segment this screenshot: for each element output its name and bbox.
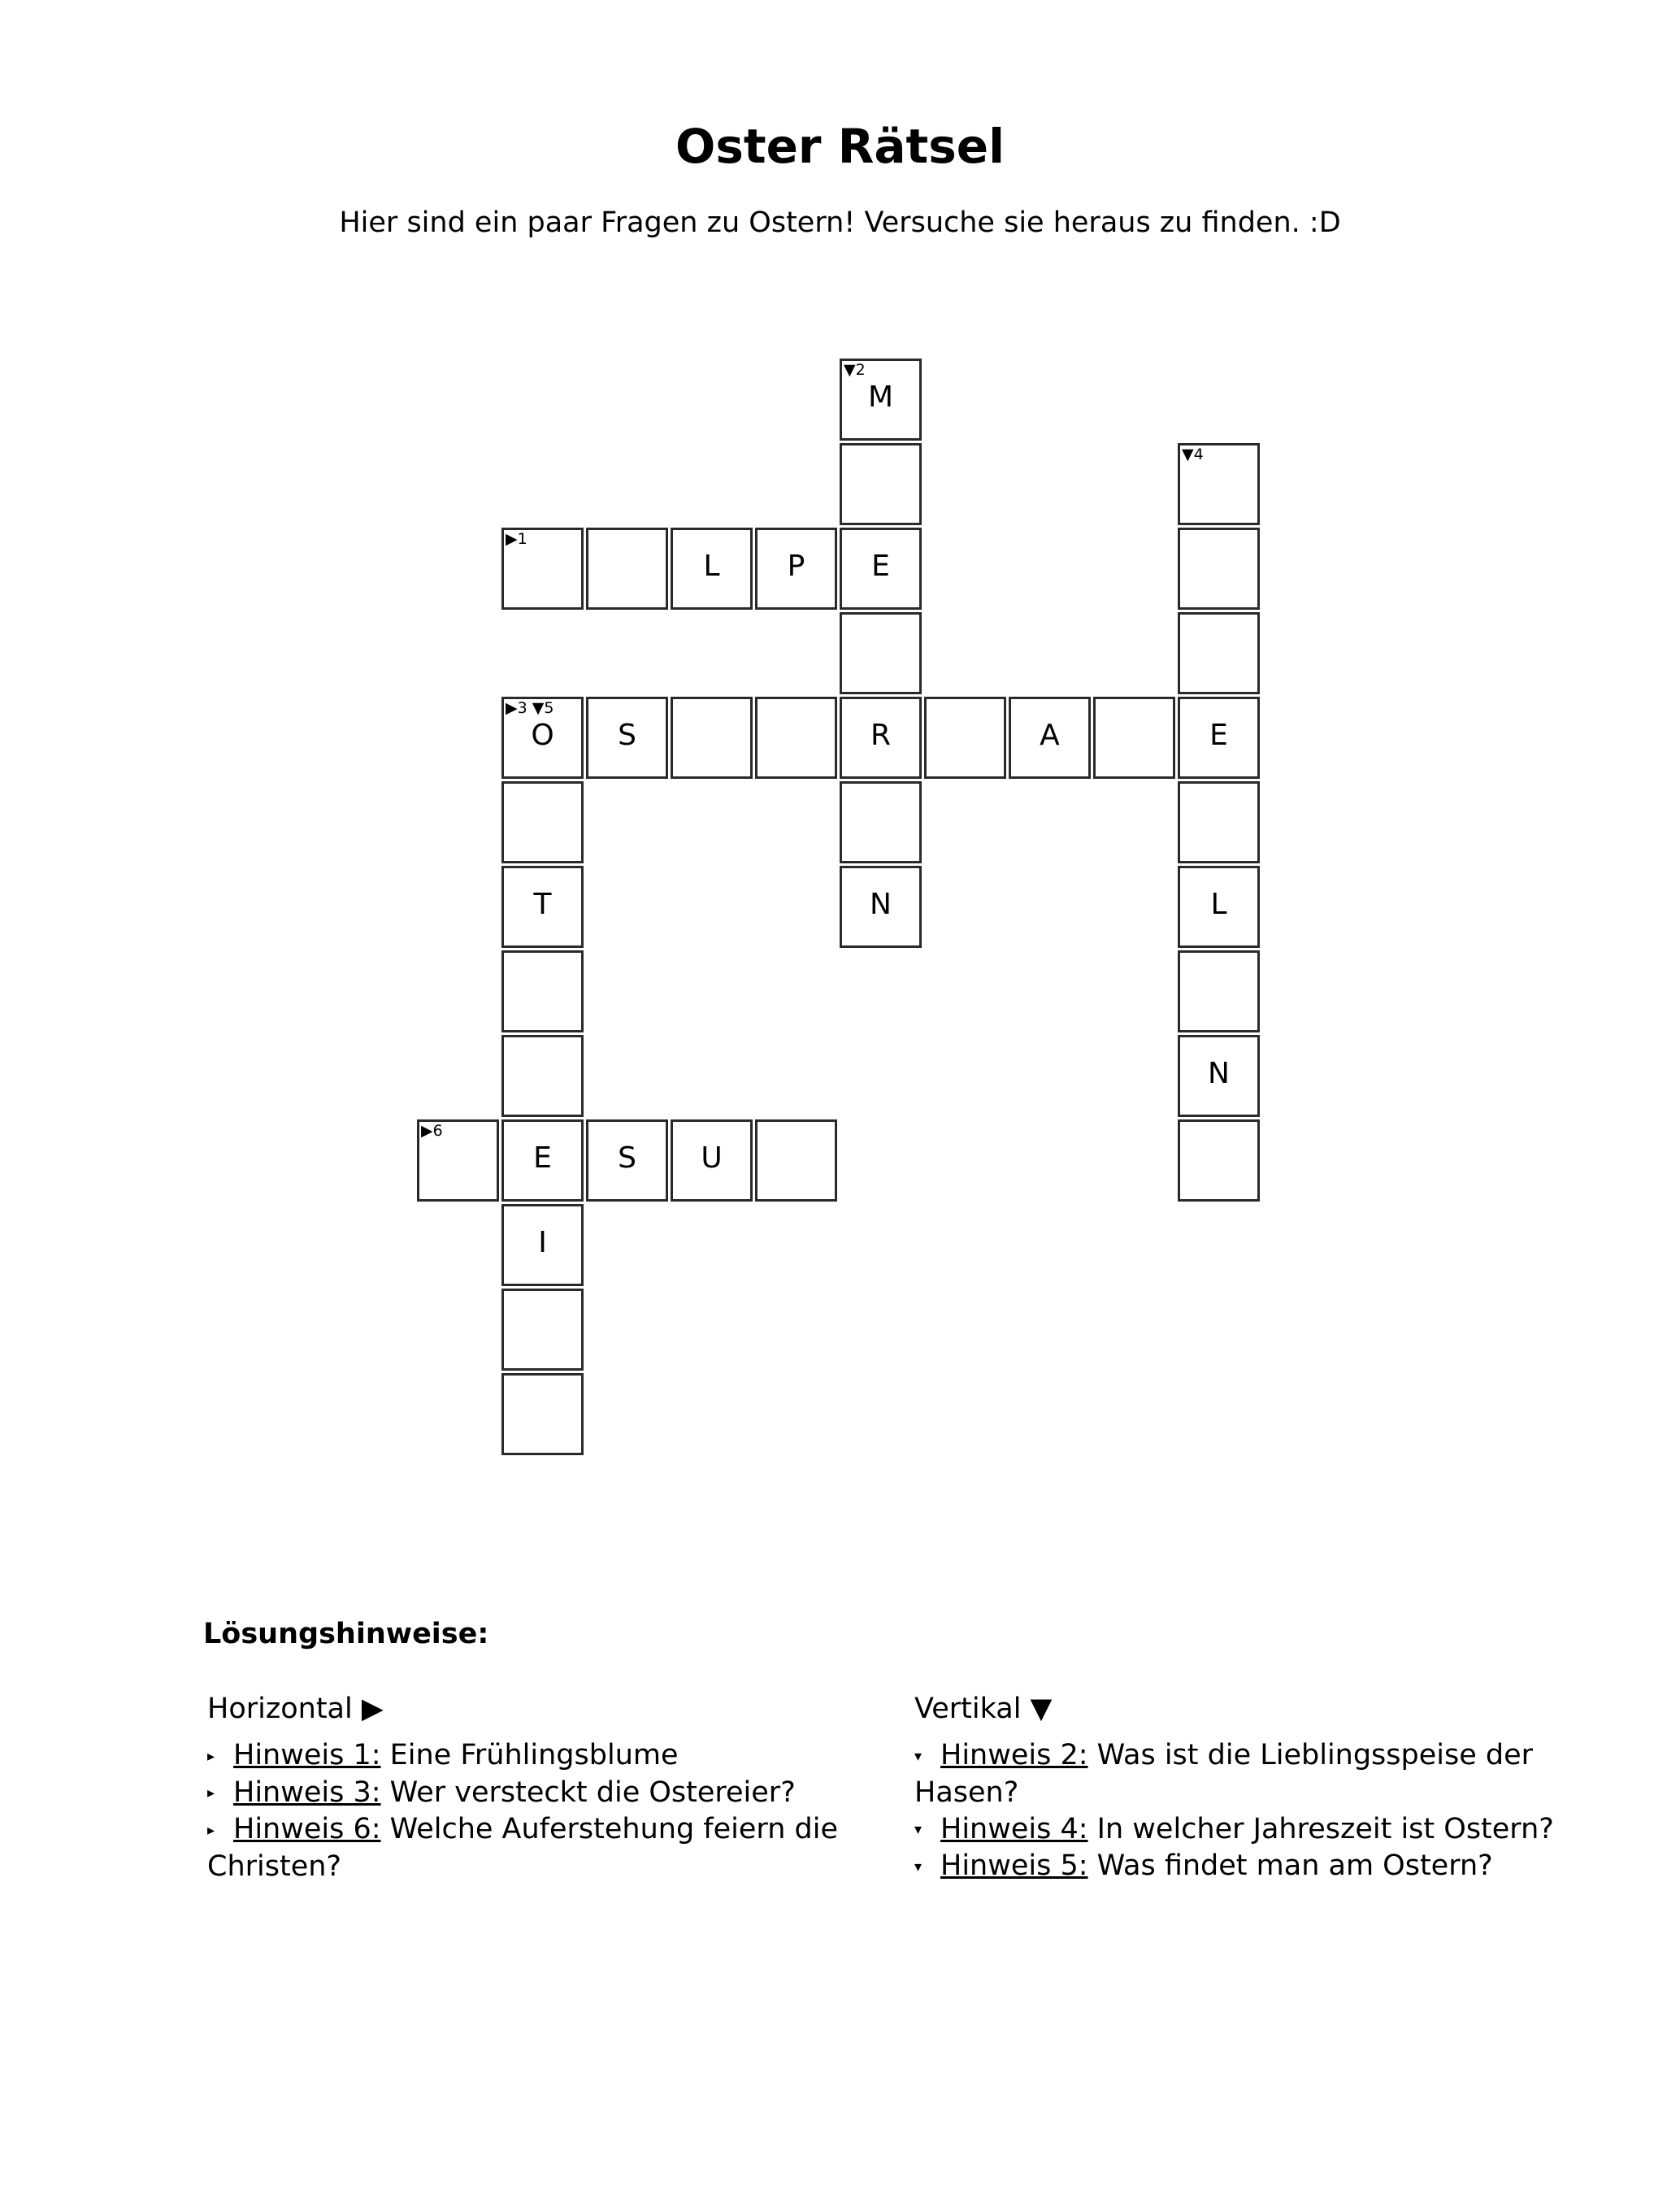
- cell-letter: E: [871, 550, 890, 583]
- arrow-down-icon: ▾: [914, 1747, 922, 1765]
- cell-letter: A: [1040, 719, 1060, 752]
- cell-letter: E: [1209, 719, 1228, 752]
- crossword-cell[interactable]: [840, 697, 922, 779]
- crossword-cell[interactable]: [586, 528, 668, 610]
- cell-letter: L: [703, 550, 720, 583]
- hint-label: Hinweis 1:: [233, 1739, 381, 1771]
- crossword-cell[interactable]: [1178, 1119, 1260, 1202]
- cell-letter: L: [1210, 888, 1227, 921]
- crossword-cell[interactable]: [1178, 866, 1260, 948]
- clue-number: ▼2: [844, 361, 866, 379]
- page-title: Oster Rätsel: [675, 119, 1005, 174]
- horizontal-label: Horizontal ▶: [207, 1693, 384, 1725]
- hint-text: Eine Frühlingsblume: [380, 1739, 679, 1771]
- cell-letter: E: [533, 1141, 552, 1175]
- crossword-cell[interactable]: [840, 866, 922, 948]
- crossword-cell[interactable]: [755, 528, 837, 610]
- crossword-cell[interactable]: [501, 1035, 584, 1117]
- vertical-clues: [914, 1691, 1589, 1885]
- crossword-cell[interactable]: [501, 1373, 584, 1455]
- arrow-down-icon: ▾: [914, 1821, 922, 1838]
- hint-label: Hinweis 3:: [233, 1776, 381, 1809]
- hint-label: Hinweis 4:: [940, 1812, 1088, 1845]
- clue-item: [207, 1737, 882, 1775]
- crossword-cell[interactable]: [1178, 1035, 1260, 1117]
- clue-item: [914, 1811, 1589, 1849]
- crossword-cell[interactable]: [840, 612, 922, 694]
- clue-item: [914, 1737, 1589, 1811]
- crossword-cell[interactable]: [501, 1289, 584, 1371]
- crossword-cell[interactable]: [671, 528, 753, 610]
- crossword-cell[interactable]: [586, 1119, 668, 1202]
- vertical-label: Vertikal ▼: [914, 1693, 1053, 1725]
- clue-item: [914, 1848, 1589, 1885]
- crossword-cell[interactable]: [501, 697, 584, 779]
- crossword-cell[interactable]: [840, 443, 922, 525]
- cell-letter: O: [531, 719, 554, 752]
- clue-number: ▶1: [506, 530, 527, 548]
- crossword-cell[interactable]: [840, 781, 922, 863]
- cell-letter: P: [787, 550, 805, 583]
- hint-label: Hinweis 5:: [940, 1849, 1088, 1882]
- crossword-cell[interactable]: [501, 528, 584, 610]
- cell-letter: R: [870, 719, 891, 752]
- crossword-cell[interactable]: [501, 950, 584, 1032]
- crossword-cell[interactable]: [1178, 781, 1260, 863]
- hint-text: Welche Auferstehung feiern die Christen?: [207, 1813, 838, 1883]
- cell-letter: M: [867, 380, 894, 414]
- arrow-down-icon: ▾: [914, 1858, 922, 1876]
- arrow-right-icon: ▸: [207, 1821, 215, 1839]
- clue-item: [207, 1811, 882, 1885]
- page-subtitle: Hier sind ein paar Fragen zu Ostern! Versuche sie heraus zu finden. :D: [339, 206, 1341, 239]
- crossword-cell[interactable]: [1178, 528, 1260, 610]
- crossword-cell[interactable]: [501, 781, 584, 863]
- crossword-cell[interactable]: [1178, 612, 1260, 694]
- clue-number: ▶3 ▼5: [506, 699, 554, 717]
- crossword-cell[interactable]: [1093, 697, 1175, 779]
- hint-label: Hinweis 2:: [940, 1739, 1088, 1771]
- hint-text: In welcher Jahreszeit ist Ostern?: [1087, 1812, 1554, 1845]
- crossword-cell[interactable]: [924, 697, 1006, 779]
- crossword-cell[interactable]: [840, 528, 922, 610]
- clue-number: ▼4: [1182, 446, 1204, 463]
- horizontal-clues: [207, 1691, 882, 1885]
- cell-letter: S: [618, 719, 636, 752]
- hint-text: Was findet man am Ostern?: [1087, 1849, 1493, 1882]
- crossword-cell[interactable]: [1178, 443, 1260, 525]
- crossword-cell[interactable]: [755, 697, 837, 779]
- crossword-cell[interactable]: [1178, 697, 1260, 779]
- hint-text: Was ist die Lieblingsspeise der Hasen?: [914, 1739, 1534, 1809]
- arrow-right-icon: ▸: [207, 1747, 215, 1765]
- cell-letter: S: [618, 1141, 636, 1175]
- cell-letter: N: [1208, 1057, 1230, 1090]
- crossword-cell[interactable]: [1009, 697, 1091, 779]
- crossword-cell[interactable]: [671, 1119, 753, 1202]
- crossword-cell[interactable]: [755, 1119, 837, 1202]
- crossword-cell[interactable]: [671, 697, 753, 779]
- crossword-cell[interactable]: [417, 1119, 499, 1202]
- crossword-cell[interactable]: [840, 359, 922, 441]
- arrow-right-icon: ▸: [207, 1784, 215, 1802]
- hints-heading: Lösungshinweise:: [203, 1618, 489, 1650]
- cell-letter: I: [538, 1226, 547, 1259]
- cell-letter: T: [533, 888, 552, 921]
- hint-text: Wer versteckt die Ostereier?: [380, 1776, 796, 1809]
- cell-letter: N: [870, 888, 892, 921]
- crossword-cell[interactable]: [501, 1204, 584, 1286]
- hint-label: Hinweis 6:: [233, 1813, 381, 1845]
- clue-item: [207, 1775, 882, 1812]
- crossword-cell[interactable]: [501, 1119, 584, 1202]
- crossword-cell[interactable]: [501, 866, 584, 948]
- clue-number: ▶6: [421, 1122, 443, 1140]
- cell-letter: U: [701, 1141, 723, 1175]
- crossword-cell[interactable]: [1178, 950, 1260, 1032]
- crossword-cell[interactable]: [586, 697, 668, 779]
